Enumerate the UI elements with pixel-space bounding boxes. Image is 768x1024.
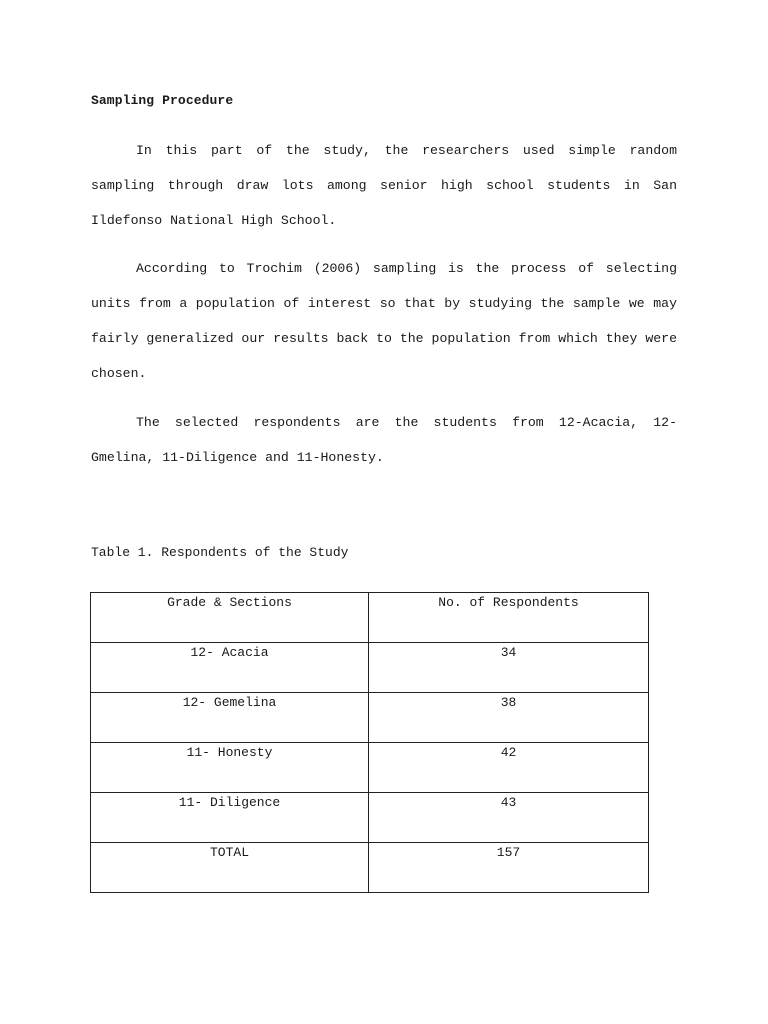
section-name: 11- Diligence — [178, 795, 281, 810]
header-no-respondents-label: No. of Respondents — [438, 595, 579, 610]
respondent-count: 38 — [500, 695, 517, 710]
cell-count — [369, 643, 649, 693]
cell-count — [369, 793, 649, 843]
respondents-table — [90, 592, 649, 893]
cell-count — [369, 743, 649, 793]
section-heading: Sampling Procedure — [91, 93, 234, 108]
paragraph-trochim-definition: According to Trochim (2006) sampling is the process of selecting units from a population of interest so that by studying the sample we may fairly generalized our results back to the population from which they were chosen. — [91, 261, 677, 381]
section-name: 12- Acacia — [190, 645, 269, 660]
header-grade-sections-label: Grade & Sections — [167, 595, 292, 610]
table-row — [91, 643, 649, 693]
total-count: 157 — [496, 845, 521, 860]
respondent-count: 34 — [500, 645, 517, 660]
table-caption: Table 1. Respondents of the Study — [91, 545, 349, 560]
header-grade-sections — [91, 593, 369, 643]
table-row — [91, 743, 649, 793]
table-header-row — [91, 593, 649, 643]
respondent-count: 43 — [500, 795, 517, 810]
cell-section — [91, 643, 369, 693]
cell-section — [91, 743, 369, 793]
table-row — [91, 693, 649, 743]
total-label: TOTAL — [209, 845, 249, 860]
paragraph-sampling-method: In this part of the study, the researchers used simple random sampling through draw lots among senior high school students in San Ildefonso National High School. — [91, 143, 677, 228]
cell-count — [369, 693, 649, 743]
cell-section — [91, 693, 369, 743]
cell-total-label — [91, 843, 369, 893]
respondent-count: 42 — [500, 745, 517, 760]
paragraph-selected-respondents: The selected respondents are the students from 12-Acacia, 12-Gmelina, 11-Diligence and 11-Honesty. — [91, 415, 677, 465]
table-total-row — [91, 843, 649, 893]
header-no-respondents — [369, 593, 649, 643]
section-name: 11- Honesty — [186, 745, 273, 760]
cell-total-count — [369, 843, 649, 893]
table-row — [91, 793, 649, 843]
cell-section — [91, 793, 369, 843]
section-name: 12- Gemelina — [182, 695, 277, 710]
